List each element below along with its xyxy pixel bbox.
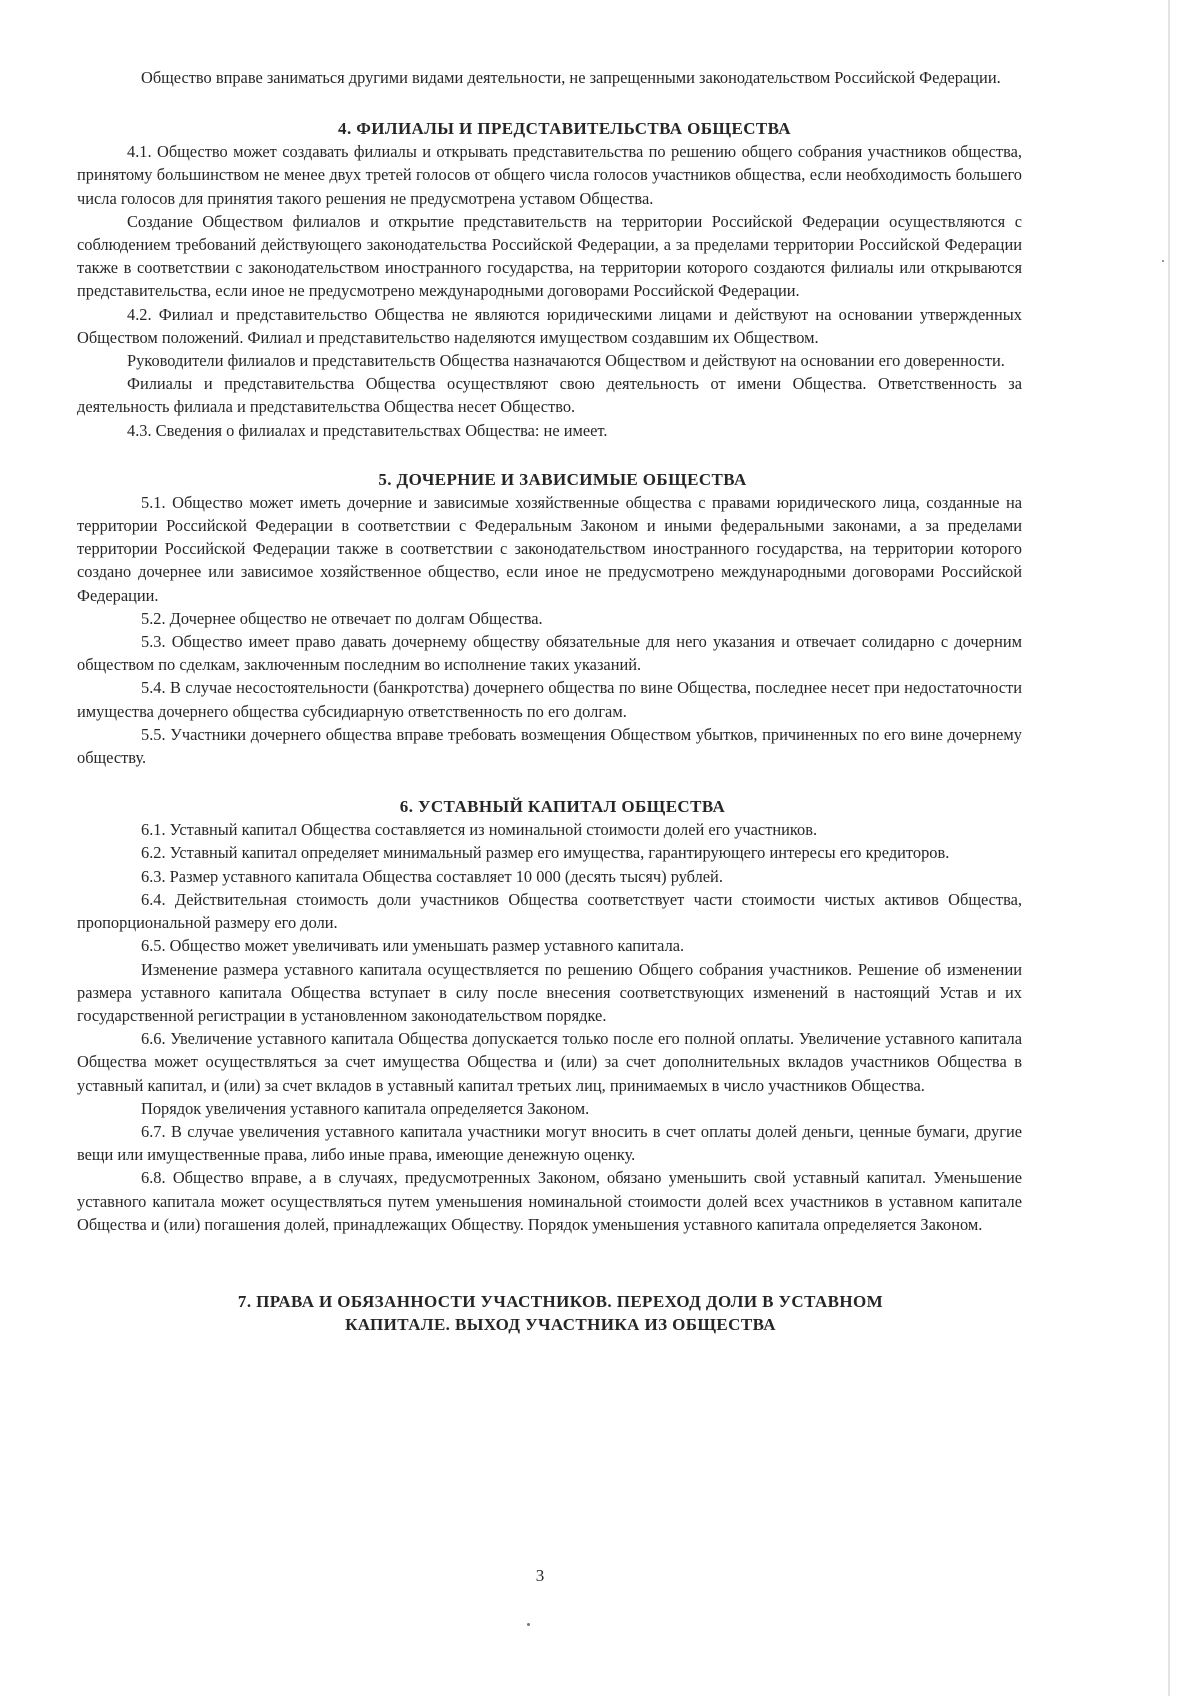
section-7-heading bbox=[99, 1290, 1022, 1336]
paragraph-5-2: 5.2. Дочернее общество не отвечает по долгам Общества. bbox=[141, 608, 543, 628]
scan-speck bbox=[1162, 260, 1164, 262]
paragraph-6-4: 6.4. Действительная стоимость доли участников Общества соответствует части стоимости чистых активов Общества, пропорциональной размеру его доли. bbox=[77, 889, 1022, 933]
paragraph-5-1: 5.1. Общество может иметь дочерние и зависимые хозяйственные общества с правами юридического лица, созданные на территории Российской Федерации в соответствии с Федеральным Законом и иными федеральными законами, а за пределами территории Российской Федерации также в соответствии с законодательством иностранного государства, на территории которого создано дочернее или зависимое хозяйственное общество, если иное не предусмотрено международными договорами Российской Федерации. bbox=[77, 492, 1022, 605]
paragraph-6-5: 6.5. Общество может увеличивать или уменьшать размер уставного капитала. bbox=[141, 936, 685, 956]
paragraph-6-6-b: Порядок увеличения уставного капитала определяется Законом. bbox=[141, 1098, 590, 1118]
paragraph-6-7: 6.7. В случае увеличения уставного капитала участники могут вносить в счет оплаты долей деньги, ценные бумаги, другие вещи или имущественные права, либо иные права, имеющие денежную оценку. bbox=[77, 1121, 1022, 1165]
paragraph-6-8: 6.8. Общество вправе, а в случаях, предусмотренных Законом, обязано уменьшить свой уставный капитал. Уменьшение уставного капитала может осуществляться путем уменьшения номинальной стоимости долей всех участников в уставном капитале Общества и (или) погашения долей, принадлежащих Обществу. Порядок уменьшения уставного капитала определяется Законом. bbox=[77, 1168, 1022, 1234]
paragraph-6-6: 6.6. Увеличение уставного капитала Общества допускается только после его полной оплаты. Увеличение уставного капитала Общества может осуществляться за счет имущества Общества и (или) за счет дополнительных вкладов участников Общества в уставный капитал, и (или) за счет вкладов в уставный капитал третьих лиц, принимаемых в число участников Общества. bbox=[77, 1029, 1022, 1095]
scan-edge-line bbox=[1168, 0, 1170, 1696]
section-5-heading: 5. ДОЧЕРНИЕ И ЗАВИСИМЫЕ ОБЩЕСТВА bbox=[378, 469, 747, 489]
section-4-heading: 4. ФИЛИАЛЫ И ПРЕДСТАВИТЕЛЬСТВА ОБЩЕСТВА bbox=[338, 119, 791, 139]
paragraph-6-5-b: Изменение размера уставного капитала осуществляется по решению Общего собрания участников. Решение об изменении размера уставного капитала Общества вступает в силу после внесения соответствующих изменений в настоящий Устав и их государственной регистрации в установленном законодательством порядке. bbox=[77, 959, 1022, 1025]
paragraph-4-1-b: Создание Обществом филиалов и открытие представительств на территории Российской Федерации осуществляются с соблюдением требований действующего законодательства Российской Федерации, а за пределами территории Российской Федерации также в соответствии с законодательством иностранного государства, на территории которого создаются филиалы или открываются представительства, если иное не предусмотрено международными договорами Российской Федерации. bbox=[77, 211, 1022, 301]
paragraph-4-2-b: Руководители филиалов и представительств Общества назначаются Обществом и действуют на основании его доверенности. bbox=[127, 351, 1005, 371]
page-number: 3 bbox=[535, 1566, 545, 1585]
paragraph-6-3: 6.3. Размер уставного капитала Общества составляет 10 000 (десять тысяч) рублей. bbox=[141, 866, 723, 886]
paragraph-4-3: 4.3. Сведения о филиалах и представительствах Общества: не имеет. bbox=[127, 420, 608, 440]
paragraph-5-5: 5.5. Участники дочернего общества вправе требовать возмещения Обществом убытков, причиненных по его вине дочернему обществу. bbox=[77, 724, 1022, 768]
scan-speck bbox=[527, 1623, 530, 1626]
intro-paragraph: Общество вправе заниматься другими видами деятельности, не запрещенными законодательством Российской Федерации. bbox=[141, 68, 1001, 87]
paragraph-4-2-c: Филиалы и представительства Общества осуществляют свою деятельность от имени Общества. Ответственность за деятельность филиала и представительства Общества несет Общество. bbox=[77, 374, 1022, 417]
section-7-heading-line-2: КАПИТАЛЕ. ВЫХОД УЧАСТНИКА ИЗ ОБЩЕСТВА bbox=[345, 1314, 776, 1334]
section-7-heading-line-1: 7. ПРАВА И ОБЯЗАННОСТИ УЧАСТНИКОВ. ПЕРЕХОД ДОЛИ В УСТАВНОМ bbox=[237, 1291, 884, 1311]
paragraph-5-4: 5.4. В случае несостоятельности (банкротства) дочернего общества по вине Общества, последнее несет при недостаточности имущества дочернего общества субсидиарную ответственность по его долгам. bbox=[77, 678, 1022, 721]
paragraph-4-2: 4.2. Филиал и представительство Общества не являются юридическими лицами и действуют на основании утвержденных Обществом положений. Филиал и представительство наделяются имуществом создавшим их Обществом. bbox=[77, 304, 1022, 347]
paragraph-5-3: 5.3. Общество имеет право давать дочернему обществу обязательные для него указания и отвечает солидарно с дочерним обществом по сделкам, заключенным последним во исполнение таких указаний. bbox=[77, 632, 1022, 675]
paragraph-4-1: 4.1. Общество может создавать филиалы и открывать представительства по решению общего собрания участников общества, принятому большинством не менее двух третей голосов от общего числа голосов участников общества, если необходимость большего числа голосов для принятия такого решения не предусмотрена уставом Общества. bbox=[77, 142, 1022, 208]
section-6-heading: 6. УСТАВНЫЙ КАПИТАЛ ОБЩЕСТВА bbox=[399, 797, 726, 817]
paragraph-6-2: 6.2. Уставный капитал определяет минимальный размер его имущества, гарантирующего интересы его кредиторов. bbox=[141, 843, 950, 863]
paragraph-6-1: 6.1. Уставный капитал Общества составляется из номинальной стоимости долей его участников. bbox=[141, 820, 818, 840]
